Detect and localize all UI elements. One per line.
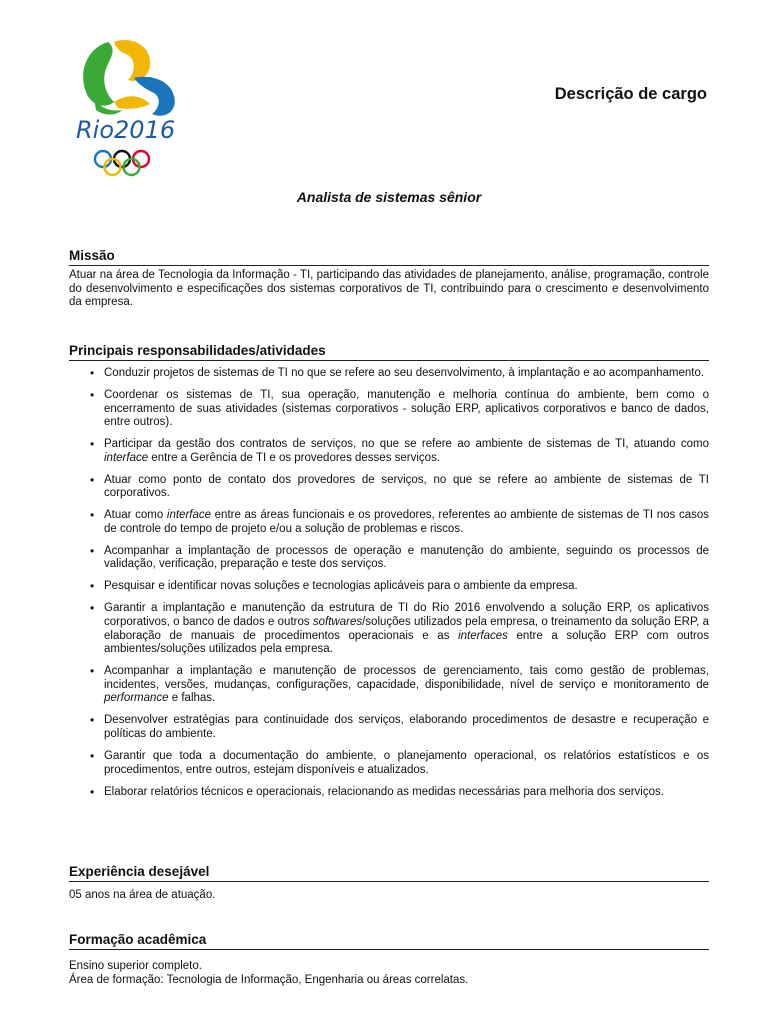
list-item-text: /soluções utilizados pela empresa, o treinamento da solução ERP, a elaboração de manuais de procedimentos operacionais e as [104, 616, 709, 642]
rio2016-emblem-icon [70, 34, 192, 184]
list-item [104, 438, 709, 465]
italic-term: performance [104, 692, 169, 705]
mission-section [69, 248, 709, 310]
list-item-text: Atuar como [104, 509, 167, 522]
responsibilities-section [69, 343, 709, 808]
rio2016-logo [70, 34, 192, 184]
list-item-text: entre a Gerência de TI e os provedores desses serviços. [148, 451, 441, 464]
responsibilities-heading: Principais responsabilidades/atividades [69, 343, 709, 361]
list-item [104, 367, 709, 381]
experience-heading: Experiência desejável [69, 864, 709, 882]
list-item [104, 509, 709, 536]
list-item-text: Participar da gestão dos contratos de serviços, no que se refere ao ambiente de sistemas de TI, atuando como [104, 438, 709, 451]
italic-term: softwares [312, 616, 363, 629]
list-item [104, 545, 709, 572]
list-item-text: Conduzir projetos de sistemas de TI no que se refere ao seu desenvolvimento, à implantação e ao acompanhamento. [104, 367, 705, 379]
mission-heading: Missão [69, 248, 709, 266]
list-item [104, 665, 709, 706]
list-item-text: Acompanhar a implantação e manutenção de processos de gerenciamento, tais como gestão de problemas, incidentes, versões, mudanças, configurações, capacidade, disponibilidade, nível de serviço e monitoramento de [104, 665, 709, 691]
experience-text: 05 anos na área de atuação. [69, 889, 216, 901]
list-item [104, 786, 709, 800]
list-item-text: Garantir que toda a documentação do ambiente, o planejamento operacional, os relatórios estatísticos e os procedimentos, entre outros, estejam disponíveis e atualizados. [104, 749, 709, 776]
svg-text:Rio2016: Rio2016 [76, 116, 176, 144]
document-title: Descrição de cargo [554, 85, 707, 103]
job-title: Analista de sistemas sênior [296, 189, 482, 205]
responsibilities-list [69, 367, 709, 799]
list-item-text: Desenvolver estratégias para continuidade dos serviços, elaborando procedimentos de desastre e recuperação e políticas do ambiente. [104, 714, 709, 740]
list-item [104, 750, 709, 777]
list-item-text: Elaborar relatórios técnicos e operacionais, relacionando as medidas necessárias para melhoria dos serviços. [104, 785, 664, 798]
list-item-text: Acompanhar a implantação de processos de operação e manutenção do ambiente, seguindo os processos de validação, verificação, preparação e teste dos serviços. [104, 544, 709, 571]
mission-text: Atuar na área de Tecnologia da Informação - TI, participando das atividades de planejamento, análise, programação, controle do desenvolvimento e especificações dos sistemas corporativos de TI, contribuindo para o crescimento e desenvolvimento da empresa. [69, 269, 709, 309]
education-section [69, 932, 709, 987]
italic-term: interface [166, 509, 212, 522]
education-line-2: Área de formação: Tecnologia de Informação, Engenharia ou áreas correlatas. [69, 974, 469, 986]
list-item [104, 580, 709, 594]
list-item-text: Pesquisar e identificar novas soluções e tecnologias aplicáveis para o ambiente da empresa. [104, 580, 578, 593]
italic-term: interface [104, 451, 149, 464]
list-item [104, 474, 709, 501]
experience-section [69, 864, 709, 902]
list-item-text: entre as áreas funcionais e os provedores, referentes ao ambiente de sistemas de TI nos casos de controle do tempo de projeto e/ou a solução de problemas e riscos. [104, 509, 709, 535]
list-item-text: Atuar como ponto de contato dos provedores de serviços, no que se refere ao ambiente de sistemas de TI corporativos. [104, 473, 709, 500]
list-item-text: e falhas. [168, 692, 216, 705]
list-item-text: Garantir a implantação e manutenção da estrutura de TI do Rio 2016 envolvendo a solução ERP, os aplicativos corporativos, o banco de dados e outros [104, 602, 709, 629]
list-item-text: Coordenar os sistemas de TI, sua operação, manutenção e melhoria contínua do ambiente, bem como o encerramento de suas atividades (sistemas corporativos - solução ERP, aplicativos corporativos e banco de dados, entre outros). [104, 388, 709, 429]
list-item-text: entre a solução ERP com outros ambientes/soluções utilizados pela empresa. [104, 629, 709, 656]
list-item [104, 389, 709, 430]
list-item [104, 602, 709, 656]
education-heading: Formação acadêmica [69, 932, 709, 950]
italic-term: interfaces [458, 629, 508, 642]
education-line-1: Ensino superior completo. [69, 960, 202, 972]
list-item [104, 714, 709, 741]
